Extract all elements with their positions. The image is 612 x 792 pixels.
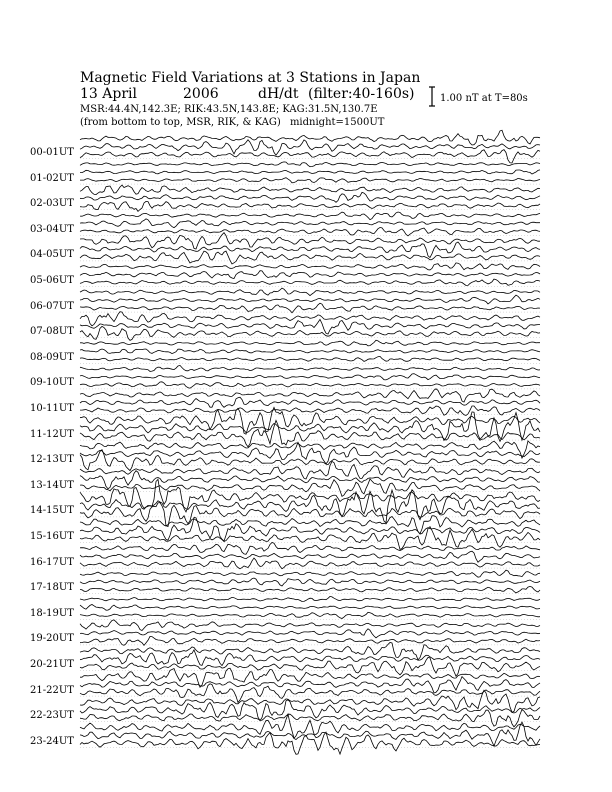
date-day-month: 13 April <box>80 86 137 102</box>
trace-kag <box>80 668 540 687</box>
hour-label: 07-08UT <box>30 326 74 338</box>
trace-kag <box>80 130 540 145</box>
trace-rik <box>80 192 540 202</box>
hour-label: 15-16UT <box>30 531 74 542</box>
hour-label: 12-13UT <box>30 454 74 466</box>
trace-rik <box>80 629 540 638</box>
scale-label: 1.00 nT at T=80s <box>440 93 528 104</box>
trace-msr <box>80 658 540 677</box>
hour-label: 17-18UT <box>30 582 74 594</box>
trace-msr <box>80 150 540 163</box>
hour-label: 04-05UT <box>30 249 74 261</box>
hour-label: 09-10UT <box>30 377 74 389</box>
trace-kag <box>80 543 540 555</box>
trace-msr <box>80 420 540 446</box>
stations-line: MSR:44.4N,142.3E; RIK:43.5N,143.8E; KAG:31.5N,130.7E <box>80 104 378 115</box>
trace-rik <box>80 551 540 562</box>
trace-msr <box>80 450 540 471</box>
hour-label: 01-02UT <box>30 172 74 184</box>
trace-rik <box>80 650 540 666</box>
trace-kag <box>80 312 540 326</box>
hour-label: 22-23UT <box>30 710 74 722</box>
trace-msr <box>80 178 540 183</box>
trace-kag <box>80 620 540 631</box>
hour-label: 16-17UT <box>30 556 74 568</box>
trace-rik <box>80 170 540 174</box>
trace-kag <box>80 479 540 512</box>
hour-label: 20-21UT <box>30 659 74 670</box>
trace-rik <box>80 219 540 228</box>
chart-title: Magnetic Field Variations at 3 Stations in Japan <box>80 70 421 86</box>
hour-label: 21-22UT <box>30 684 74 696</box>
trace-rik <box>80 295 540 304</box>
trace-rik <box>80 242 540 258</box>
filter-label: (filter:40-160s) <box>308 86 415 102</box>
hour-label: 02-03UT <box>30 198 74 210</box>
trace-rik <box>80 700 540 721</box>
date-year: 2006 <box>183 86 219 102</box>
hour-label: 14-15UT <box>30 505 74 517</box>
trace-msr <box>80 279 540 285</box>
trace-kag <box>80 212 540 220</box>
trace-kag <box>80 570 540 577</box>
hour-label: 00-01UT <box>30 147 74 158</box>
trace-msr <box>80 251 540 264</box>
trace-rik <box>80 271 540 279</box>
trace-kag <box>80 389 540 402</box>
trace-rik <box>80 349 540 354</box>
hour-label: 23-24UT <box>30 735 74 747</box>
hour-label: 18-19UT <box>30 607 74 619</box>
midnight-note: midnight=1500UT <box>289 117 385 128</box>
hour-label: 06-07UT <box>30 300 74 312</box>
trace-msr <box>80 382 540 388</box>
hour-label: 03-04UT <box>30 223 74 235</box>
trace-kag <box>80 162 540 167</box>
hour-label: 10-11UT <box>30 403 74 414</box>
order-text: (from bottom to top, MSR, RIK, & KAG) <box>80 117 281 128</box>
trace-rik <box>80 677 540 693</box>
trace-msr <box>80 732 540 754</box>
quantity-label: dH/dt <box>258 86 299 102</box>
hour-label: 13-14UT <box>30 479 74 491</box>
trace-group <box>80 130 540 754</box>
hour-label: 11-12UT <box>30 428 74 440</box>
trace-kag <box>80 365 540 371</box>
hour-label: 08-09UT <box>30 351 74 363</box>
trace-msr <box>80 558 540 569</box>
trace-rik <box>80 605 540 611</box>
trace-rik <box>80 722 540 746</box>
trace-msr <box>80 710 540 727</box>
trace-msr <box>80 406 540 415</box>
scale-bar <box>429 87 435 106</box>
trace-kag <box>80 596 540 601</box>
trace-kag <box>80 461 540 479</box>
trace-kag <box>80 340 540 346</box>
trace-msr <box>80 356 540 361</box>
trace-kag <box>80 263 540 270</box>
trace-msr <box>80 586 540 593</box>
trace-rik <box>80 578 540 586</box>
trace-kag <box>80 288 540 296</box>
trace-msr <box>80 326 540 340</box>
hour-label: 05-06UT <box>30 275 74 286</box>
trace-rik <box>80 471 540 489</box>
trace-msr <box>80 303 540 313</box>
trace-msr <box>80 228 540 236</box>
trace-msr <box>80 612 540 618</box>
trace-rik <box>80 374 540 380</box>
trace-msr <box>80 636 540 645</box>
trace-rik <box>80 397 540 407</box>
trace-kag <box>80 185 540 195</box>
hour-label: 19-20UT <box>30 633 74 645</box>
